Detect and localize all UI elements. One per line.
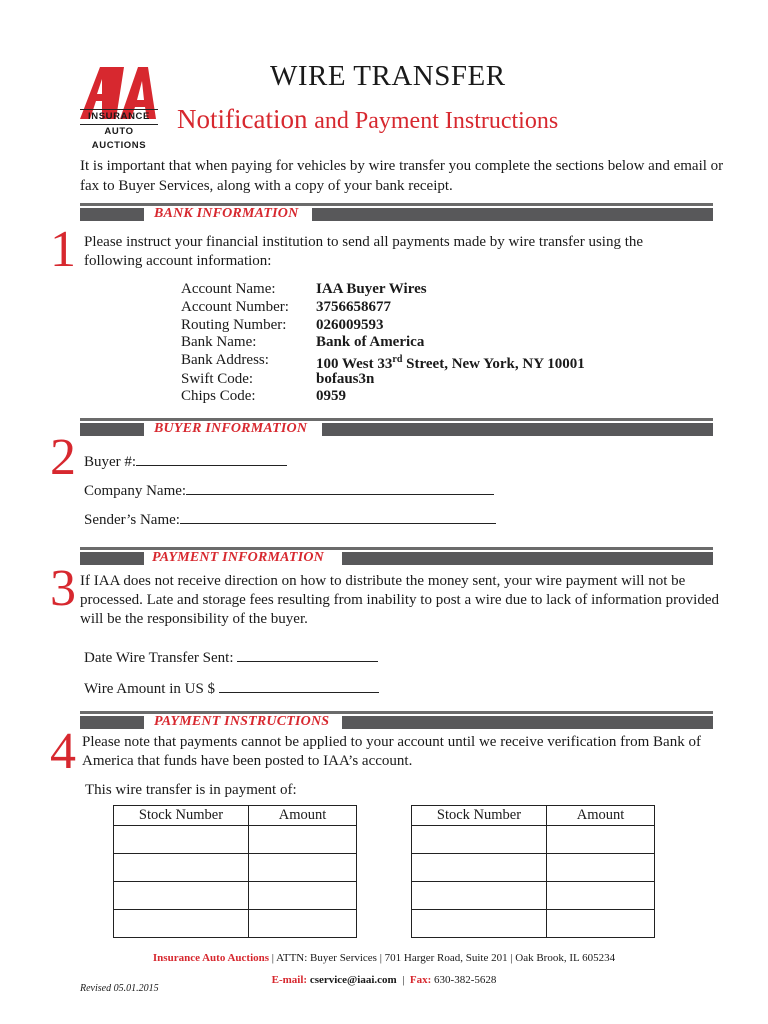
table-row — [114, 826, 357, 854]
amount-cell[interactable] — [249, 882, 357, 910]
buyer-number-label: Buyer #: — [84, 454, 137, 470]
address-sup: rd — [392, 354, 403, 365]
subtitle-notification: Notification — [177, 104, 308, 134]
value-account-name: IAA Buyer Wires — [316, 281, 427, 297]
amount-cell[interactable] — [547, 826, 655, 854]
label-account-number: Account Number: — [181, 299, 289, 315]
section-number-4: 4 — [50, 723, 76, 780]
payment-table-right — [411, 805, 655, 938]
value-bank-name: Bank of America — [316, 334, 425, 350]
label-bank-address: Bank Address: — [181, 352, 269, 368]
table-row — [114, 882, 357, 910]
company-name-label: Company Name: — [84, 483, 187, 499]
table-row — [114, 854, 357, 882]
sender-name-line[interactable] — [180, 509, 496, 524]
wire-amount-label: Wire Amount in US $ — [84, 681, 216, 697]
section-bar-right — [322, 423, 713, 436]
section-heading-payment-info: PAYMENT INFORMATION — [152, 550, 324, 565]
section-bar-right — [312, 208, 713, 221]
buyer-number-line[interactable] — [136, 451, 287, 466]
footer-company: Insurance Auto Auctions — [152, 952, 270, 964]
address-part-2: Street, New York, NY 10001 — [402, 356, 585, 372]
wire-amount-line[interactable] — [219, 678, 379, 693]
stock-cell[interactable] — [412, 826, 547, 854]
email-link[interactable]: cservice@iaai.com — [309, 974, 397, 986]
section4-text: Please note that payments cannot be applied to your account until we receive verification from Bank of America that funds have been posted to IAA’s account. — [82, 734, 701, 769]
section-number-3: 3 — [50, 560, 76, 617]
date-sent-field[interactable] — [84, 647, 378, 667]
label-routing-number: Routing Number: — [181, 317, 287, 333]
column-header-stock: Stock Number — [114, 806, 249, 826]
amount-cell[interactable] — [547, 882, 655, 910]
table-row — [412, 826, 655, 854]
section-bar-left — [80, 423, 144, 436]
value-swift-code: bofaus3n — [316, 371, 375, 387]
table-row — [412, 910, 655, 938]
footer-address-text: | ATTN: Buyer Services | 701 Harger Road, Suite 201 | Oak Brook, IL 605234 — [269, 952, 616, 964]
amount-cell[interactable] — [249, 910, 357, 938]
section-heading-payment-instructions: PAYMENT INSTRUCTIONS — [154, 714, 330, 729]
section-number-1: 1 — [50, 221, 76, 278]
section-heading-buyer: BUYER INFORMATION — [154, 421, 308, 436]
value-chips-code: 0959 — [316, 388, 346, 404]
table-row — [412, 854, 655, 882]
amount-cell[interactable] — [249, 854, 357, 882]
section-bar-left — [80, 552, 144, 565]
section-number-2: 2 — [50, 429, 76, 486]
value-account-number: 3756658677 — [316, 299, 391, 315]
stock-cell[interactable] — [114, 826, 249, 854]
section1-text: Please instruct your financial institution to send all payments made by wire transfer using the following account information: — [84, 234, 644, 269]
amount-cell[interactable] — [249, 826, 357, 854]
fax-number: 630-382-5628 — [434, 974, 497, 986]
stock-cell[interactable] — [114, 882, 249, 910]
buyer-number-field[interactable] — [84, 451, 287, 471]
logo-line-2: AUTO AUCTIONS — [91, 126, 147, 151]
sender-name-field[interactable] — [84, 509, 496, 529]
email-label: E-mail: — [271, 974, 308, 986]
stock-cell[interactable] — [114, 854, 249, 882]
label-swift-code: Swift Code: — [181, 371, 254, 387]
section-bar-right — [342, 552, 713, 565]
company-name-field[interactable] — [84, 480, 494, 500]
section-bar-right — [342, 716, 713, 729]
stock-cell[interactable] — [412, 854, 547, 882]
value-routing-number: 026009593 — [316, 317, 384, 333]
column-header-amount: Amount — [547, 806, 655, 826]
date-sent-line[interactable] — [237, 647, 378, 662]
section3-text: If IAA does not receive direction on how to distribute the money sent, your wire payment will not be processed. Late and storage fees resulting from inability to post a wire due to lack of information provided will be the responsibility of the buyer. — [80, 573, 719, 627]
fax-label: Fax: — [409, 974, 432, 986]
page-title: WIRE TRANSFER — [270, 60, 506, 92]
stock-cell[interactable] — [114, 910, 249, 938]
intro-paragraph: It is important that when paying for vehicles by wire transfer you complete the sections below and email or fax to Buyer Services, along with a copy of your bank receipt. — [80, 158, 724, 194]
section-bar-left — [80, 716, 144, 729]
stock-cell[interactable] — [412, 910, 547, 938]
company-name-line[interactable] — [186, 480, 494, 495]
amount-cell[interactable] — [547, 910, 655, 938]
column-header-stock: Stock Number — [412, 806, 547, 826]
page-subtitle — [177, 104, 558, 135]
address-part-1: 100 West 33 — [316, 356, 393, 372]
label-chips-code: Chips Code: — [181, 388, 256, 404]
subtitle-rest: and Payment Instructions — [314, 108, 559, 134]
amount-cell[interactable] — [547, 854, 655, 882]
logo-text — [80, 109, 158, 153]
table-row — [412, 882, 655, 910]
footer-contact: E-mail: cservice@iaai.com | Fax: 630-382-5628 — [271, 974, 497, 986]
table-row — [114, 910, 357, 938]
stock-cell[interactable] — [412, 882, 547, 910]
table-intro: This wire transfer is in payment of: — [85, 782, 297, 798]
label-account-name: Account Name: — [181, 281, 276, 297]
date-sent-label: Date Wire Transfer Sent: — [84, 650, 234, 666]
logo-line-1: INSURANCE — [80, 109, 158, 125]
footer-address — [0, 952, 768, 964]
label-bank-name: Bank Name: — [181, 334, 257, 350]
column-header-amount: Amount — [249, 806, 357, 826]
section-heading-bank: BANK INFORMATION — [154, 206, 299, 221]
payment-table-left — [113, 805, 357, 938]
revision-date: Revised 05.01.2015 — [80, 983, 159, 994]
wire-amount-field[interactable] — [84, 678, 379, 698]
section-bar-left — [80, 208, 144, 221]
sender-name-label: Sender’s Name: — [84, 512, 180, 528]
